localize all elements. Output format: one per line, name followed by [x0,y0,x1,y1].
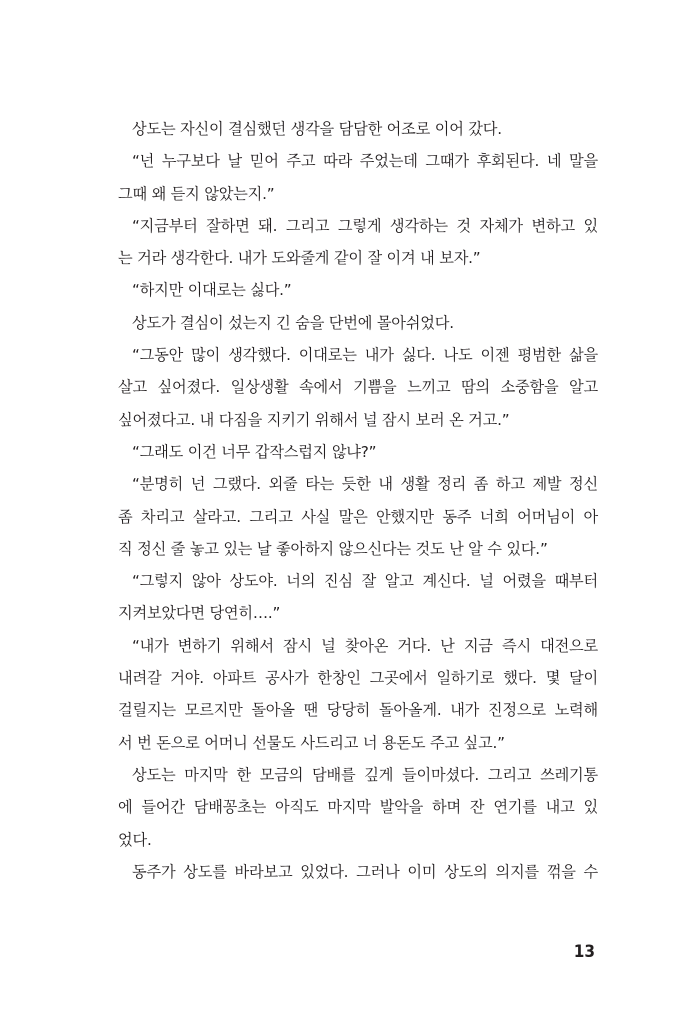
text-line: 직 정신 줄 놓고 있는 날 좋아하지 않으신다는 것도 난 알 수 있다.” [118,539,548,558]
page-number: 13 [573,942,595,962]
text-line: “그동안 많이 생각했다. 이대로는 내가 싫다. 나도 이젠 평범한 삶을 [132,346,598,365]
text-line: 상도가 결심이 섰는지 긴 숨을 단번에 몰아쉬었다. [132,313,454,332]
text-line: “그렇지 않아 상도야. 너의 진심 잘 알고 계신다. 널 어렸을 때부터 [132,572,598,591]
text-line: “넌 누구보다 날 믿어 주고 따라 주었는데 그때가 후회된다. 네 말을 [132,152,598,171]
text-line: 그때 왜 듣지 않았는지.” [118,184,275,203]
text-line: 었다. [118,830,152,849]
text-line: 살고 싶어졌다. 일상생활 속에서 기쁨을 느끼고 땀의 소중함을 알고 [118,378,598,397]
text-line: “하지만 이대로는 싫다.” [132,281,292,300]
text-line: 동주가 상도를 바라보고 있었다. 그러나 이미 상도의 의지를 꺾을 수 [132,862,598,881]
body-text [118,113,598,888]
text-line: 내려갈 거야. 아파트 공사가 한창인 그곳에서 일하기로 했다. 몇 달이 [118,669,598,688]
text-line: 에 들어간 담배꽁초는 아직도 마지막 발악을 하며 잔 연기를 내고 있 [118,798,598,817]
text-line: 는 거라 생각한다. 내가 도와줄게 같이 잘 이겨 내 보자.” [118,249,481,268]
text-line: 지켜보았다면 당연히….” [118,604,281,623]
text-line: “내가 변하기 위해서 잠시 널 찾아온 거다. 난 지금 즉시 대전으로 [132,636,598,655]
text-line: 서 번 돈으로 어머니 선물도 사드리고 너 용돈도 주고 싶고.” [118,733,505,752]
text-line: “지금부터 잘하면 돼. 그리고 그렇게 생각하는 것 자체가 변하고 있 [132,216,598,235]
text-line: 걸릴지는 모르지만 돌아올 땐 당당히 돌아올게. 내가 진정으로 노력해 [118,701,598,720]
text-line: 상도는 마지막 한 모금의 담배를 깊게 들이마셨다. 그리고 쓰레기통 [132,765,598,784]
text-line: 좀 차리고 살라고. 그리고 사실 말은 안했지만 동주 너희 어머님이 아 [118,507,598,526]
text-line: “그래도 이건 너무 갑작스럽지 않냐?” [132,442,377,461]
text-line: 싶어졌다고. 내 다짐을 지키기 위해서 널 잠시 보러 온 거고.” [118,410,510,429]
text-line: 상도는 자신이 결심했던 생각을 담담한 어조로 이어 갔다. [132,120,502,138]
text-line: “분명히 넌 그랬다. 외줄 타는 듯한 내 생활 정리 좀 하고 제발 정신 [132,475,598,494]
